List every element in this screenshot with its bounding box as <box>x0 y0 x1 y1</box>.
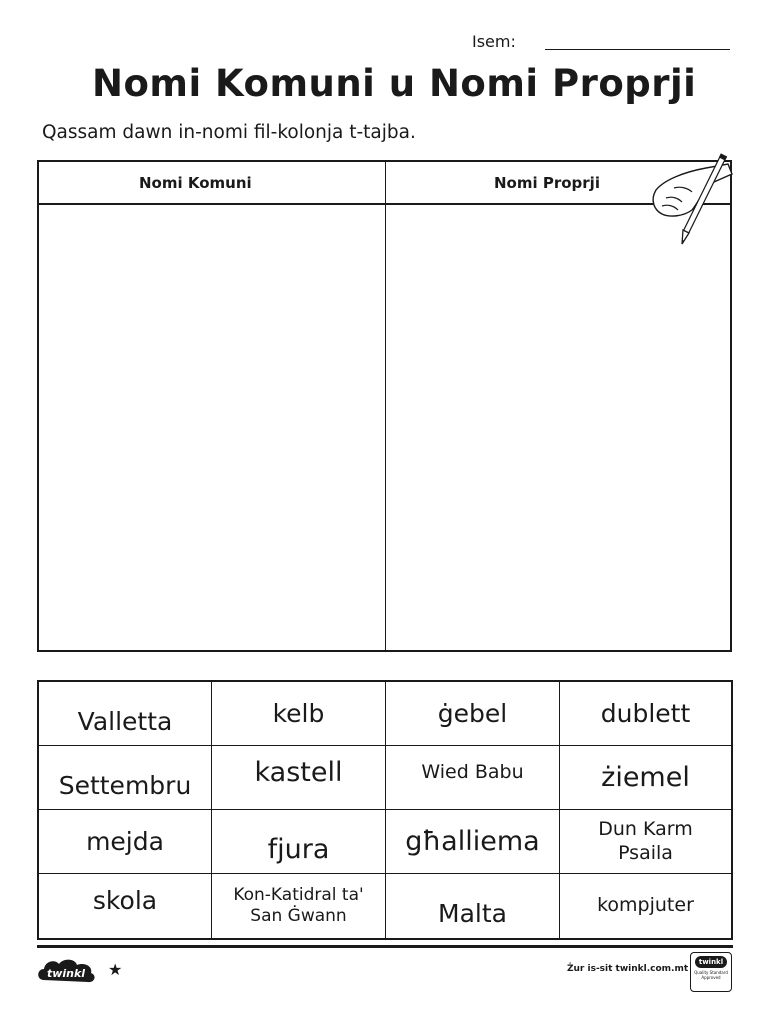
logo-text: twinkl <box>46 967 86 980</box>
word-card: kompjuter <box>597 894 694 917</box>
footer-divider <box>37 945 733 948</box>
instruction-text: Qassam dawn in-nomi fil-kolonja t-tajba. <box>42 122 416 143</box>
badge-logo: twinkl <box>695 956 727 968</box>
pencil-hand-icon <box>644 152 739 247</box>
badge-text: Quality Standard Approved <box>694 970 728 980</box>
word-card: Dun Karm Psaila <box>560 810 731 874</box>
word-card: mejda <box>39 810 212 874</box>
word-card: fjura <box>212 810 386 874</box>
word-card: Wied Babu <box>386 746 560 810</box>
common-nouns-answer-area[interactable] <box>39 205 385 650</box>
page-title: Nomi Komuni u Nomi Proprji <box>92 62 697 105</box>
column-divider <box>385 162 386 650</box>
word-card: żiemel <box>560 746 731 810</box>
website-text[interactable]: Żur is-sit twinkl.com.mt <box>567 964 689 974</box>
column-header-proper-nouns: Nomi Proprji <box>494 174 600 192</box>
word-card: Valletta <box>39 682 212 746</box>
quality-badge-icon <box>690 952 732 992</box>
word-bank-grid <box>37 680 733 940</box>
word-card: kastell <box>212 746 386 810</box>
name-write-line[interactable] <box>545 49 730 50</box>
word-card: Malta <box>386 874 560 938</box>
twinkl-logo-icon[interactable] <box>37 956 97 986</box>
column-header-common-nouns: Nomi Komuni <box>139 174 252 192</box>
word-card: skola <box>39 874 212 938</box>
word-card: kelb <box>212 682 386 746</box>
name-label: Isem: <box>472 32 516 51</box>
word-card: ġebel <box>386 682 560 746</box>
word-card: dublett <box>560 682 731 746</box>
star-icon: ★ <box>108 960 123 979</box>
proper-nouns-answer-area[interactable] <box>387 205 730 650</box>
word-card: Settembru <box>39 746 212 810</box>
word-card: għalliema <box>386 810 560 874</box>
sorting-table <box>37 160 732 652</box>
word-card: Kon-Katidral ta' San Ġwann <box>212 874 386 938</box>
